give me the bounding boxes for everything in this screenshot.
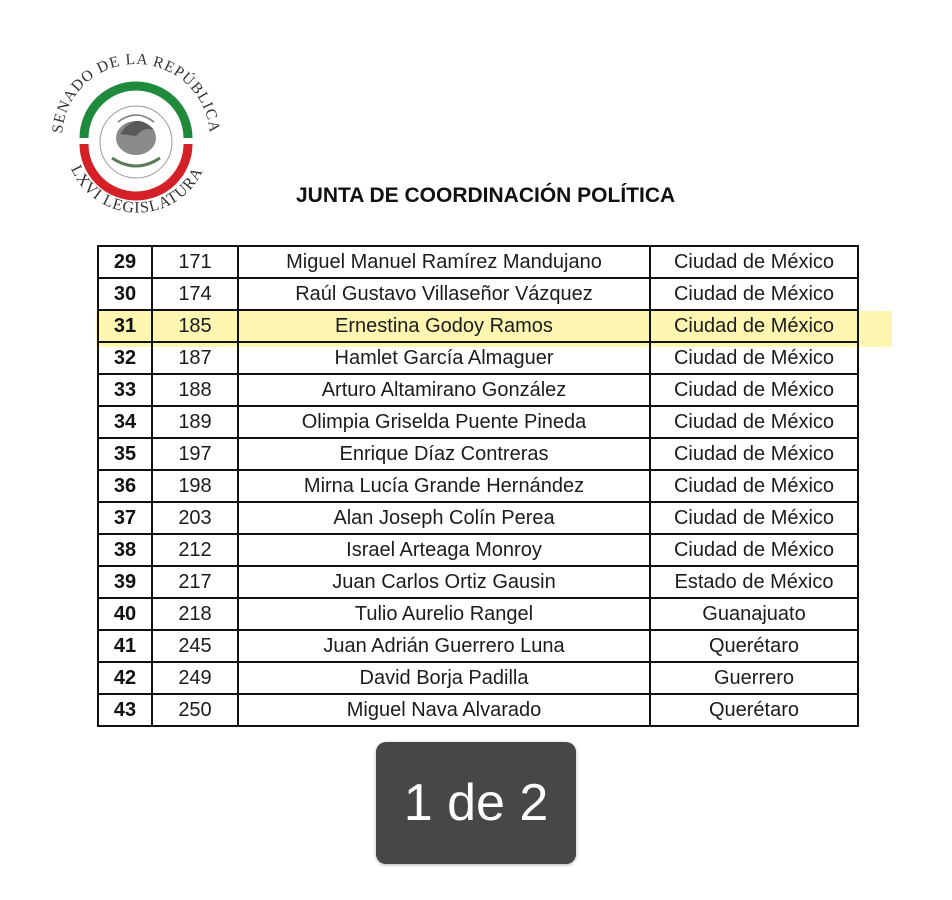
seat-id-cell: 245 — [152, 630, 238, 662]
seat-id-cell: 198 — [152, 470, 238, 502]
senate-seal-logo — [40, 38, 232, 230]
table-row — [98, 374, 858, 406]
page-indicator: 1 de 2 — [376, 742, 576, 864]
row-number-cell: 32 — [98, 342, 152, 374]
name-cell: Juan Adrián Guerrero Luna — [238, 630, 650, 662]
name-cell: Alan Joseph Colín Perea — [238, 502, 650, 534]
state-cell: Ciudad de México — [650, 438, 858, 470]
row-number-cell: 33 — [98, 374, 152, 406]
name-cell: Juan Carlos Ortiz Gausin — [238, 566, 650, 598]
row-number-cell: 31 — [98, 310, 152, 342]
seal-top-text: SENADO DE LA REPÚBLICA — [49, 50, 223, 135]
seat-id-cell: 212 — [152, 534, 238, 566]
name-cell: Raúl Gustavo Villaseñor Vázquez — [238, 278, 650, 310]
state-cell: Querétaro — [650, 630, 858, 662]
row-number-cell: 37 — [98, 502, 152, 534]
row-number-cell: 42 — [98, 662, 152, 694]
seat-id-cell: 171 — [152, 246, 238, 278]
deputies-table — [97, 245, 859, 727]
state-cell: Ciudad de México — [650, 534, 858, 566]
table-row — [98, 246, 858, 278]
seat-id-cell: 185 — [152, 310, 238, 342]
seat-id-cell: 218 — [152, 598, 238, 630]
table-row — [98, 502, 858, 534]
row-number-cell: 38 — [98, 534, 152, 566]
row-number-cell: 29 — [98, 246, 152, 278]
row-number-cell: 36 — [98, 470, 152, 502]
name-cell: Miguel Manuel Ramírez Mandujano — [238, 246, 650, 278]
row-number-cell: 30 — [98, 278, 152, 310]
seat-id-cell: 249 — [152, 662, 238, 694]
table-row — [98, 342, 858, 374]
state-cell: Guanajuato — [650, 598, 858, 630]
row-number-cell: 40 — [98, 598, 152, 630]
name-cell: David Borja Padilla — [238, 662, 650, 694]
table-row — [98, 534, 858, 566]
table-row — [98, 598, 858, 630]
table-row — [98, 406, 858, 438]
name-cell: Hamlet García Almaguer — [238, 342, 650, 374]
state-cell: Ciudad de México — [650, 374, 858, 406]
state-cell: Querétaro — [650, 694, 858, 726]
table-row — [98, 662, 858, 694]
state-cell: Ciudad de México — [650, 278, 858, 310]
name-cell: Enrique Díaz Contreras — [238, 438, 650, 470]
name-cell: Miguel Nava Alvarado — [238, 694, 650, 726]
table-row — [98, 310, 858, 342]
table-row — [98, 630, 858, 662]
state-cell: Ciudad de México — [650, 310, 858, 342]
state-cell: Ciudad de México — [650, 502, 858, 534]
seat-id-cell: 203 — [152, 502, 238, 534]
table-row — [98, 438, 858, 470]
seat-id-cell: 174 — [152, 278, 238, 310]
seal-bottom-text: LXVI LEGISLATURA — [67, 162, 207, 217]
row-number-cell: 34 — [98, 406, 152, 438]
state-cell: Ciudad de México — [650, 246, 858, 278]
state-cell: Estado de México — [650, 566, 858, 598]
state-cell: Ciudad de México — [650, 342, 858, 374]
table-row — [98, 470, 858, 502]
row-number-cell: 35 — [98, 438, 152, 470]
row-number-cell: 43 — [98, 694, 152, 726]
state-cell: Ciudad de México — [650, 406, 858, 438]
row-number-cell: 41 — [98, 630, 152, 662]
seat-id-cell: 197 — [152, 438, 238, 470]
seat-id-cell: 250 — [152, 694, 238, 726]
state-cell: Ciudad de México — [650, 470, 858, 502]
seat-id-cell: 189 — [152, 406, 238, 438]
name-cell: Olimpia Griselda Puente Pineda — [238, 406, 650, 438]
seat-id-cell: 188 — [152, 374, 238, 406]
name-cell: Israel Arteaga Monroy — [238, 534, 650, 566]
name-cell: Mirna Lucía Grande Hernández — [238, 470, 650, 502]
name-cell: Arturo Altamirano González — [238, 374, 650, 406]
seat-id-cell: 187 — [152, 342, 238, 374]
table-row — [98, 566, 858, 598]
seat-id-cell: 217 — [152, 566, 238, 598]
state-cell: Guerrero — [650, 662, 858, 694]
page-title: JUNTA DE COORDINACIÓN POLÍTICA — [296, 184, 676, 207]
name-cell: Tulio Aurelio Rangel — [238, 598, 650, 630]
table-row — [98, 694, 858, 726]
name-cell: Ernestina Godoy Ramos — [238, 310, 650, 342]
row-number-cell: 39 — [98, 566, 152, 598]
table-row — [98, 278, 858, 310]
